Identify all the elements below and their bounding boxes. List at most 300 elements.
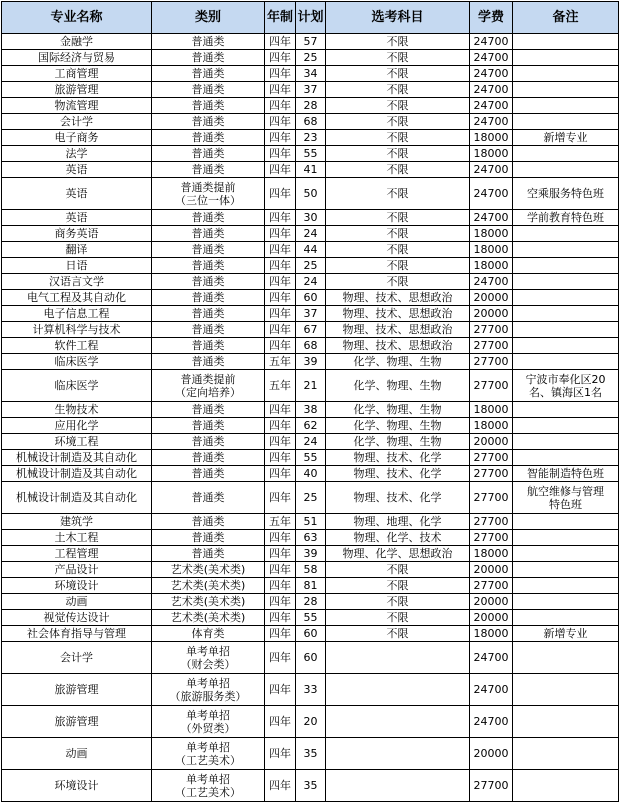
table-row bbox=[2, 114, 619, 130]
cell-note bbox=[513, 450, 619, 466]
cell-subjects: 化学、物理、生物 bbox=[326, 370, 470, 402]
cell-category: 普通类 bbox=[152, 210, 265, 226]
cell-major: 电气工程及其自动化 bbox=[2, 290, 152, 306]
table-row bbox=[2, 146, 619, 162]
cell-category: 普通类 bbox=[152, 98, 265, 114]
cell-major: 产品设计 bbox=[2, 562, 152, 578]
header-major: 专业名称 bbox=[2, 2, 152, 34]
cell-major: 国际经济与贸易 bbox=[2, 50, 152, 66]
cell-note bbox=[513, 706, 619, 738]
cell-note bbox=[513, 98, 619, 114]
cell-category: 普通类 bbox=[152, 162, 265, 178]
cell-subjects: 物理、化学、技术 bbox=[326, 530, 470, 546]
cell-subjects: 物理、技术、化学 bbox=[326, 466, 470, 482]
cell-note bbox=[513, 162, 619, 178]
cell-years: 四年 bbox=[265, 578, 296, 594]
cell-subjects: 不限 bbox=[326, 610, 470, 626]
cell-years: 四年 bbox=[265, 98, 296, 114]
header-plan: 计划 bbox=[296, 2, 326, 34]
cell-plan: 50 bbox=[296, 178, 326, 210]
cell-major: 电子信息工程 bbox=[2, 306, 152, 322]
cell-category: 普通类 bbox=[152, 82, 265, 98]
cell-plan: 58 bbox=[296, 562, 326, 578]
table-row bbox=[2, 210, 619, 226]
cell-major: 旅游管理 bbox=[2, 674, 152, 706]
cell-major: 英语 bbox=[2, 162, 152, 178]
table-row bbox=[2, 354, 619, 370]
cell-note bbox=[513, 530, 619, 546]
cell-note: 学前教育特色班 bbox=[513, 210, 619, 226]
header-subjects: 选考科目 bbox=[326, 2, 470, 34]
cell-major: 日语 bbox=[2, 258, 152, 274]
cell-category: 普通类提前 （三位一体） bbox=[152, 178, 265, 210]
table-row bbox=[2, 738, 619, 770]
cell-years: 四年 bbox=[265, 242, 296, 258]
cell-plan: 21 bbox=[296, 370, 326, 402]
cell-subjects bbox=[326, 642, 470, 674]
cell-plan: 24 bbox=[296, 434, 326, 450]
table-row bbox=[2, 594, 619, 610]
cell-years: 五年 bbox=[265, 514, 296, 530]
cell-years: 四年 bbox=[265, 626, 296, 642]
cell-subjects bbox=[326, 706, 470, 738]
cell-plan: 40 bbox=[296, 466, 326, 482]
cell-fee: 20000 bbox=[470, 738, 513, 770]
cell-category: 普通类 bbox=[152, 514, 265, 530]
cell-plan: 24 bbox=[296, 226, 326, 242]
cell-fee: 27700 bbox=[470, 338, 513, 354]
cell-plan: 41 bbox=[296, 162, 326, 178]
cell-fee: 24700 bbox=[470, 98, 513, 114]
cell-subjects: 物理、技术、化学 bbox=[326, 450, 470, 466]
cell-years: 四年 bbox=[265, 418, 296, 434]
cell-subjects: 不限 bbox=[326, 178, 470, 210]
cell-category: 普通类 bbox=[152, 482, 265, 514]
cell-subjects: 不限 bbox=[326, 98, 470, 114]
cell-category: 普通类 bbox=[152, 66, 265, 82]
header-row bbox=[2, 2, 619, 34]
cell-years: 四年 bbox=[265, 738, 296, 770]
cell-years: 四年 bbox=[265, 162, 296, 178]
table-row bbox=[2, 66, 619, 82]
table-row bbox=[2, 370, 619, 402]
table-row bbox=[2, 226, 619, 242]
cell-major: 英语 bbox=[2, 178, 152, 210]
cell-category: 普通类 bbox=[152, 242, 265, 258]
cell-years: 四年 bbox=[265, 274, 296, 290]
cell-fee: 24700 bbox=[470, 674, 513, 706]
cell-fee: 27700 bbox=[470, 578, 513, 594]
table-body bbox=[2, 34, 619, 802]
cell-note bbox=[513, 418, 619, 434]
cell-subjects: 不限 bbox=[326, 210, 470, 226]
cell-note: 智能制造特色班 bbox=[513, 466, 619, 482]
cell-category: 单考单招 （财会类） bbox=[152, 642, 265, 674]
cell-note: 航空维修与管理 特色班 bbox=[513, 482, 619, 514]
cell-years: 四年 bbox=[265, 34, 296, 50]
cell-major: 旅游管理 bbox=[2, 82, 152, 98]
table-row bbox=[2, 578, 619, 594]
table-row bbox=[2, 242, 619, 258]
cell-fee: 27700 bbox=[470, 482, 513, 514]
cell-subjects bbox=[326, 738, 470, 770]
cell-subjects: 物理、化学、思想政治 bbox=[326, 546, 470, 562]
cell-years: 四年 bbox=[265, 770, 296, 802]
cell-years: 四年 bbox=[265, 290, 296, 306]
cell-fee: 20000 bbox=[470, 610, 513, 626]
cell-fee: 18000 bbox=[470, 242, 513, 258]
cell-years: 四年 bbox=[265, 146, 296, 162]
cell-fee: 24700 bbox=[470, 114, 513, 130]
cell-subjects: 不限 bbox=[326, 82, 470, 98]
cell-plan: 33 bbox=[296, 674, 326, 706]
cell-category: 普通类 bbox=[152, 434, 265, 450]
cell-plan: 60 bbox=[296, 290, 326, 306]
cell-years: 四年 bbox=[265, 82, 296, 98]
cell-note bbox=[513, 610, 619, 626]
cell-note bbox=[513, 642, 619, 674]
cell-subjects: 物理、技术、思想政治 bbox=[326, 290, 470, 306]
cell-subjects: 化学、物理、生物 bbox=[326, 418, 470, 434]
cell-fee: 18000 bbox=[470, 418, 513, 434]
cell-years: 五年 bbox=[265, 354, 296, 370]
cell-subjects: 不限 bbox=[326, 146, 470, 162]
table-row bbox=[2, 306, 619, 322]
cell-fee: 18000 bbox=[470, 402, 513, 418]
cell-major: 环境设计 bbox=[2, 578, 152, 594]
table-row bbox=[2, 338, 619, 354]
cell-note bbox=[513, 402, 619, 418]
cell-years: 四年 bbox=[265, 306, 296, 322]
cell-note bbox=[513, 242, 619, 258]
cell-years: 四年 bbox=[265, 50, 296, 66]
cell-major: 英语 bbox=[2, 210, 152, 226]
table-row bbox=[2, 642, 619, 674]
cell-subjects: 化学、物理、生物 bbox=[326, 354, 470, 370]
cell-category: 艺术类(美术类) bbox=[152, 594, 265, 610]
cell-years: 五年 bbox=[265, 370, 296, 402]
cell-fee: 18000 bbox=[470, 258, 513, 274]
cell-subjects bbox=[326, 674, 470, 706]
cell-note bbox=[513, 434, 619, 450]
cell-note bbox=[513, 50, 619, 66]
cell-major: 电子商务 bbox=[2, 130, 152, 146]
cell-note bbox=[513, 738, 619, 770]
cell-years: 四年 bbox=[265, 642, 296, 674]
header-years: 年制 bbox=[265, 2, 296, 34]
cell-fee: 20000 bbox=[470, 290, 513, 306]
table-row bbox=[2, 530, 619, 546]
cell-subjects: 不限 bbox=[326, 34, 470, 50]
cell-category: 普通类 bbox=[152, 290, 265, 306]
cell-category: 单考单招 （工艺美术） bbox=[152, 738, 265, 770]
cell-plan: 63 bbox=[296, 530, 326, 546]
cell-subjects: 物理、地理、化学 bbox=[326, 514, 470, 530]
cell-note bbox=[513, 674, 619, 706]
cell-subjects: 不限 bbox=[326, 66, 470, 82]
cell-subjects: 不限 bbox=[326, 578, 470, 594]
cell-fee: 24700 bbox=[470, 274, 513, 290]
table-row bbox=[2, 50, 619, 66]
cell-plan: 68 bbox=[296, 338, 326, 354]
cell-plan: 35 bbox=[296, 770, 326, 802]
cell-note bbox=[513, 114, 619, 130]
cell-plan: 37 bbox=[296, 306, 326, 322]
cell-major: 计算机科学与技术 bbox=[2, 322, 152, 338]
cell-plan: 28 bbox=[296, 594, 326, 610]
cell-category: 单考单招 （外贸类） bbox=[152, 706, 265, 738]
cell-category: 艺术类(美术类) bbox=[152, 578, 265, 594]
table-row bbox=[2, 770, 619, 802]
cell-fee: 27700 bbox=[470, 466, 513, 482]
table-row bbox=[2, 546, 619, 562]
cell-major: 社会体育指导与管理 bbox=[2, 626, 152, 642]
cell-plan: 55 bbox=[296, 146, 326, 162]
cell-fee: 18000 bbox=[470, 626, 513, 642]
cell-subjects: 不限 bbox=[326, 226, 470, 242]
cell-category: 普通类 bbox=[152, 418, 265, 434]
cell-years: 四年 bbox=[265, 338, 296, 354]
cell-major: 应用化学 bbox=[2, 418, 152, 434]
cell-category: 普通类 bbox=[152, 130, 265, 146]
cell-fee: 24700 bbox=[470, 34, 513, 50]
cell-plan: 39 bbox=[296, 354, 326, 370]
cell-major: 环境工程 bbox=[2, 434, 152, 450]
cell-plan: 30 bbox=[296, 210, 326, 226]
table-row bbox=[2, 418, 619, 434]
cell-note: 新增专业 bbox=[513, 130, 619, 146]
cell-fee: 27700 bbox=[470, 530, 513, 546]
cell-subjects: 不限 bbox=[326, 114, 470, 130]
cell-category: 普通类 bbox=[152, 322, 265, 338]
cell-years: 四年 bbox=[265, 258, 296, 274]
cell-category: 普通类 bbox=[152, 338, 265, 354]
cell-fee: 24700 bbox=[470, 642, 513, 674]
header-note: 备注 bbox=[513, 2, 619, 34]
cell-fee: 27700 bbox=[470, 354, 513, 370]
cell-years: 四年 bbox=[265, 546, 296, 562]
cell-plan: 37 bbox=[296, 82, 326, 98]
cell-fee: 24700 bbox=[470, 210, 513, 226]
cell-note bbox=[513, 82, 619, 98]
cell-plan: 60 bbox=[296, 626, 326, 642]
cell-note: 新增专业 bbox=[513, 626, 619, 642]
cell-years: 四年 bbox=[265, 178, 296, 210]
cell-major: 翻译 bbox=[2, 242, 152, 258]
cell-category: 艺术类(美术类) bbox=[152, 610, 265, 626]
cell-category: 普通类 bbox=[152, 226, 265, 242]
cell-plan: 23 bbox=[296, 130, 326, 146]
cell-subjects: 化学、物理、生物 bbox=[326, 434, 470, 450]
cell-note bbox=[513, 274, 619, 290]
cell-subjects: 不限 bbox=[326, 626, 470, 642]
enrollment-plan-table bbox=[1, 1, 619, 802]
cell-category: 普通类 bbox=[152, 258, 265, 274]
cell-fee: 27700 bbox=[470, 370, 513, 402]
cell-plan: 39 bbox=[296, 546, 326, 562]
table-row bbox=[2, 34, 619, 50]
cell-fee: 24700 bbox=[470, 706, 513, 738]
cell-fee: 18000 bbox=[470, 130, 513, 146]
cell-note bbox=[513, 34, 619, 50]
cell-fee: 24700 bbox=[470, 50, 513, 66]
cell-major: 物流管理 bbox=[2, 98, 152, 114]
cell-plan: 35 bbox=[296, 738, 326, 770]
cell-note bbox=[513, 66, 619, 82]
cell-plan: 51 bbox=[296, 514, 326, 530]
cell-years: 四年 bbox=[265, 466, 296, 482]
cell-plan: 57 bbox=[296, 34, 326, 50]
cell-plan: 25 bbox=[296, 482, 326, 514]
cell-subjects: 物理、技术、化学 bbox=[326, 482, 470, 514]
cell-major: 金融学 bbox=[2, 34, 152, 50]
cell-note: 空乘服务特色班 bbox=[513, 178, 619, 210]
table-row bbox=[2, 162, 619, 178]
cell-subjects: 物理、技术、思想政治 bbox=[326, 338, 470, 354]
cell-note bbox=[513, 354, 619, 370]
cell-plan: 68 bbox=[296, 114, 326, 130]
cell-category: 普通类 bbox=[152, 450, 265, 466]
cell-years: 四年 bbox=[265, 610, 296, 626]
table-row bbox=[2, 466, 619, 482]
cell-subjects: 物理、技术、思想政治 bbox=[326, 322, 470, 338]
table-row bbox=[2, 290, 619, 306]
cell-years: 四年 bbox=[265, 434, 296, 450]
cell-fee: 18000 bbox=[470, 546, 513, 562]
cell-major: 商务英语 bbox=[2, 226, 152, 242]
cell-years: 四年 bbox=[265, 482, 296, 514]
cell-fee: 20000 bbox=[470, 594, 513, 610]
cell-fee: 20000 bbox=[470, 562, 513, 578]
cell-plan: 20 bbox=[296, 706, 326, 738]
cell-years: 四年 bbox=[265, 130, 296, 146]
cell-subjects: 不限 bbox=[326, 242, 470, 258]
cell-subjects: 不限 bbox=[326, 594, 470, 610]
cell-category: 普通类 bbox=[152, 546, 265, 562]
table-row bbox=[2, 274, 619, 290]
cell-major: 机械设计制造及其自动化 bbox=[2, 482, 152, 514]
cell-category: 普通类 bbox=[152, 114, 265, 130]
cell-category: 普通类提前 （定向培养） bbox=[152, 370, 265, 402]
cell-fee: 27700 bbox=[470, 770, 513, 802]
cell-major: 会计学 bbox=[2, 642, 152, 674]
cell-category: 艺术类(美术类) bbox=[152, 562, 265, 578]
table-row bbox=[2, 98, 619, 114]
cell-note bbox=[513, 770, 619, 802]
cell-category: 体育类 bbox=[152, 626, 265, 642]
cell-major: 动画 bbox=[2, 594, 152, 610]
cell-fee: 18000 bbox=[470, 146, 513, 162]
cell-note bbox=[513, 258, 619, 274]
cell-major: 软件工程 bbox=[2, 338, 152, 354]
cell-major: 法学 bbox=[2, 146, 152, 162]
cell-years: 四年 bbox=[265, 66, 296, 82]
cell-category: 普通类 bbox=[152, 34, 265, 50]
cell-major: 汉语言文学 bbox=[2, 274, 152, 290]
cell-plan: 25 bbox=[296, 50, 326, 66]
cell-note bbox=[513, 338, 619, 354]
cell-plan: 60 bbox=[296, 642, 326, 674]
cell-subjects: 不限 bbox=[326, 258, 470, 274]
cell-years: 四年 bbox=[265, 114, 296, 130]
table-row bbox=[2, 706, 619, 738]
cell-major: 工商管理 bbox=[2, 66, 152, 82]
cell-plan: 67 bbox=[296, 322, 326, 338]
table-row bbox=[2, 322, 619, 338]
cell-note bbox=[513, 514, 619, 530]
cell-note bbox=[513, 562, 619, 578]
cell-note bbox=[513, 594, 619, 610]
cell-major: 工程管理 bbox=[2, 546, 152, 562]
table-row bbox=[2, 258, 619, 274]
cell-plan: 55 bbox=[296, 450, 326, 466]
cell-plan: 38 bbox=[296, 402, 326, 418]
cell-subjects bbox=[326, 770, 470, 802]
cell-subjects: 化学、物理、生物 bbox=[326, 402, 470, 418]
table-row bbox=[2, 610, 619, 626]
cell-major: 土木工程 bbox=[2, 530, 152, 546]
cell-note bbox=[513, 546, 619, 562]
cell-fee: 27700 bbox=[470, 322, 513, 338]
cell-plan: 81 bbox=[296, 578, 326, 594]
cell-major: 机械设计制造及其自动化 bbox=[2, 466, 152, 482]
header-category: 类别 bbox=[152, 2, 265, 34]
table-row bbox=[2, 674, 619, 706]
cell-major: 临床医学 bbox=[2, 370, 152, 402]
cell-fee: 27700 bbox=[470, 514, 513, 530]
cell-note bbox=[513, 322, 619, 338]
cell-major: 临床医学 bbox=[2, 354, 152, 370]
table-row bbox=[2, 402, 619, 418]
cell-fee: 20000 bbox=[470, 434, 513, 450]
cell-category: 普通类 bbox=[152, 306, 265, 322]
header-fee: 学费 bbox=[470, 2, 513, 34]
cell-category: 单考单招 （工艺美术） bbox=[152, 770, 265, 802]
cell-plan: 24 bbox=[296, 274, 326, 290]
cell-fee: 20000 bbox=[470, 306, 513, 322]
table-row bbox=[2, 482, 619, 514]
table-row bbox=[2, 82, 619, 98]
cell-major: 视觉传达设计 bbox=[2, 610, 152, 626]
cell-years: 四年 bbox=[265, 402, 296, 418]
cell-note bbox=[513, 306, 619, 322]
cell-category: 普通类 bbox=[152, 274, 265, 290]
table-row bbox=[2, 514, 619, 530]
cell-category: 单考单招 （旅游服务类） bbox=[152, 674, 265, 706]
table-row bbox=[2, 434, 619, 450]
cell-subjects: 不限 bbox=[326, 274, 470, 290]
cell-subjects: 物理、技术、思想政治 bbox=[326, 306, 470, 322]
table-row bbox=[2, 562, 619, 578]
cell-note: 宁波市奉化区20 名、镇海区1名 bbox=[513, 370, 619, 402]
cell-major: 旅游管理 bbox=[2, 706, 152, 738]
cell-major: 建筑学 bbox=[2, 514, 152, 530]
cell-years: 四年 bbox=[265, 562, 296, 578]
cell-fee: 24700 bbox=[470, 178, 513, 210]
cell-plan: 55 bbox=[296, 610, 326, 626]
cell-years: 四年 bbox=[265, 594, 296, 610]
cell-category: 普通类 bbox=[152, 402, 265, 418]
cell-plan: 25 bbox=[296, 258, 326, 274]
cell-category: 普通类 bbox=[152, 354, 265, 370]
cell-years: 四年 bbox=[265, 226, 296, 242]
cell-note bbox=[513, 146, 619, 162]
cell-plan: 34 bbox=[296, 66, 326, 82]
cell-category: 普通类 bbox=[152, 146, 265, 162]
cell-subjects: 不限 bbox=[326, 162, 470, 178]
cell-years: 四年 bbox=[265, 706, 296, 738]
cell-plan: 62 bbox=[296, 418, 326, 434]
